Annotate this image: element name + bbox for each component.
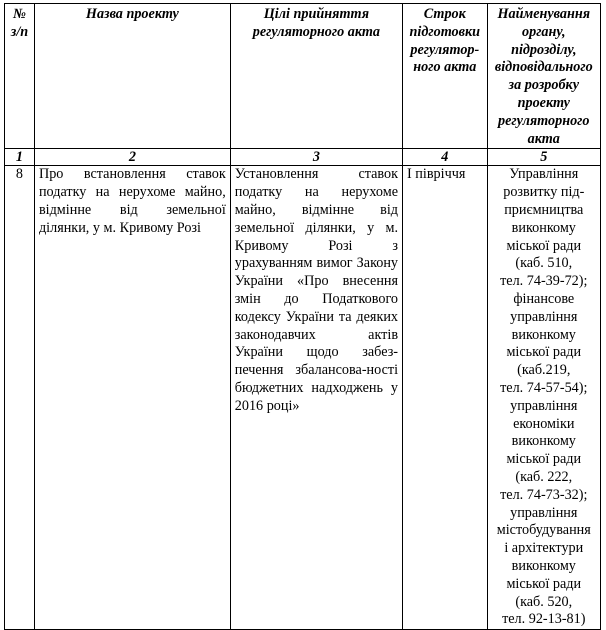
responsible-line: управління	[510, 504, 578, 521]
column-number: 4	[403, 149, 488, 166]
regulatory-plan-table	[4, 3, 601, 630]
row-term: І півріччя	[403, 166, 488, 630]
responsible-line: тел. 74-57-54);	[500, 379, 588, 396]
header-responsible: Найменування органу, підрозділу, відповідального за розробку проекту регуляторного акта	[487, 4, 600, 149]
column-number: 3	[230, 149, 402, 166]
header-goals: Цілі прийняття регуляторного акта	[230, 4, 402, 149]
responsible-line: (каб. 520,	[515, 593, 573, 610]
responsible-line: міської ради	[506, 451, 582, 468]
responsible-line: виконкому	[511, 326, 576, 343]
responsible-line: виконкому	[511, 433, 576, 450]
table-row	[5, 166, 601, 630]
responsible-lines	[492, 166, 596, 629]
responsible-line: управління	[510, 308, 578, 325]
column-number: 2	[34, 149, 230, 166]
responsible-line: і архітектури	[504, 540, 584, 557]
responsible-line: (каб. 222,	[515, 468, 573, 485]
responsible-line: тел. 74-39-72);	[500, 273, 588, 290]
row-num: 8	[5, 166, 35, 630]
responsible-line: (каб. 510,	[515, 255, 573, 272]
header-row	[5, 4, 601, 149]
responsible-line: приємництва	[504, 201, 584, 218]
responsible-line: фінансове	[513, 290, 575, 307]
column-number: 5	[487, 149, 600, 166]
responsible-line: містобудування	[496, 522, 591, 539]
row-name: Про встановлення ставок податку на нерухоме майно, відмінне від земельної ділянки, у м. Кривому Розі	[34, 166, 230, 630]
column-number-row	[5, 149, 601, 166]
responsible-line: розвитку під-	[503, 184, 585, 201]
header-term: Строк підготовки регулятор-ного акта	[403, 4, 488, 149]
header-name: Назва проекту	[34, 4, 230, 149]
responsible-line: міської ради	[506, 237, 582, 254]
responsible-line: Управління	[509, 166, 579, 183]
row-goals: Установлення ставок податку на нерухоме майно, відмінне від земельної ділянки, у м. Кривому Розі з урахуванням вимог Закону України «Про внесення змін до Податкового кодексу України та деяких законодавчих актів України щодо забез-печення збалансова-ності бюджетних надходжень у 2016 році»	[230, 166, 402, 630]
row-responsible	[487, 166, 600, 630]
header-num: № з/п	[5, 4, 35, 149]
responsible-line: тел. 92-13-81)	[502, 611, 586, 628]
column-number: 1	[5, 149, 35, 166]
responsible-line: міської ради	[506, 575, 582, 592]
responsible-line: тел. 74-73-32);	[500, 486, 588, 503]
responsible-line: економіки	[513, 415, 575, 432]
responsible-line: виконкому	[511, 219, 576, 236]
responsible-line: (каб.219,	[517, 362, 571, 379]
responsible-line: виконкому	[511, 557, 576, 574]
responsible-line: міської ради	[506, 344, 582, 361]
responsible-line: управління	[510, 397, 578, 414]
